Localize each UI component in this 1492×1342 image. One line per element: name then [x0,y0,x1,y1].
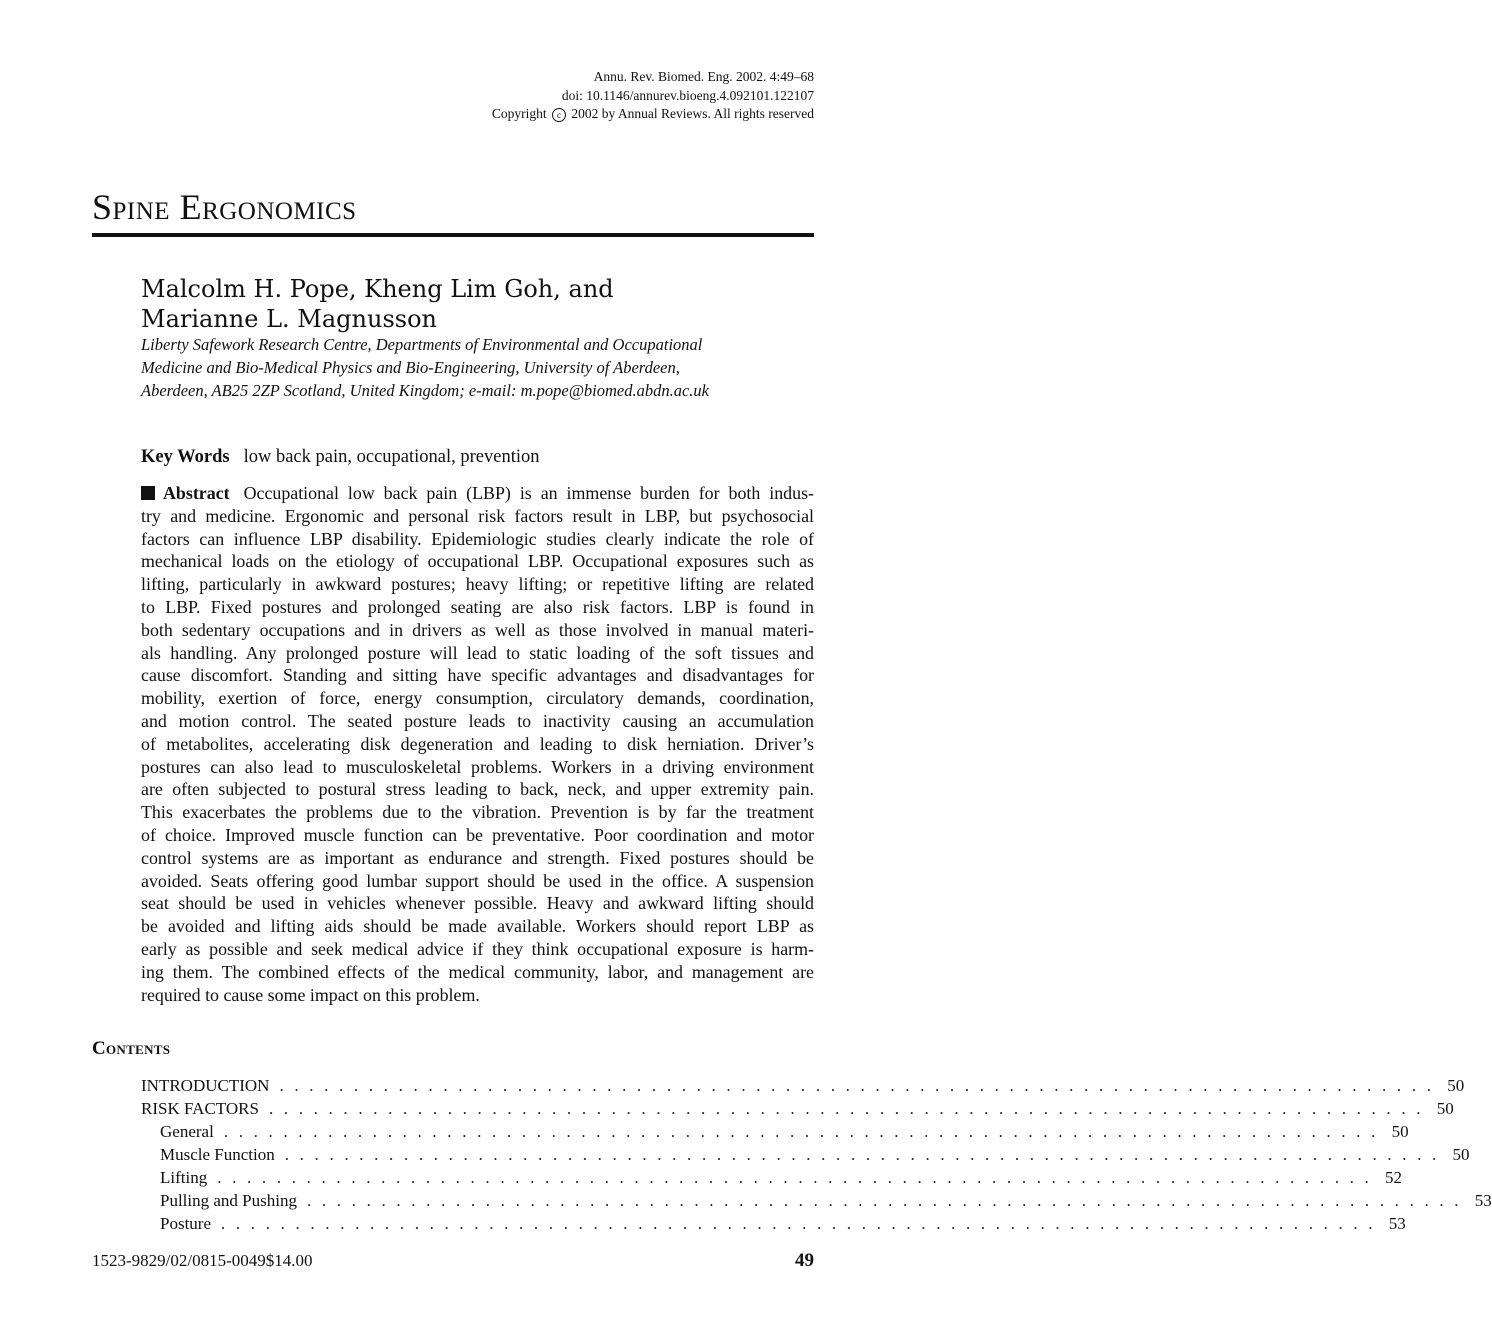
affiliation [141,333,821,402]
toc-leader-dots: . . . . . . . . . . . . . . . . . . . . . . . . . . . . . . . . . . . . . . . . . . . . . . . . . . . . . . . . . . . . . . . . . . . . . . . . . . . . . . [279,1076,1435,1095]
toc-item-page: 52 [1384,1168,1402,1187]
abstract-line: seat should be used in vehicles whenever possible. Heavy and awkward lifting should [141,893,814,914]
footer-code: 1523-9829/02/0815-0049$14.00 [92,1251,313,1270]
toc-leader-dots: . . . . . . . . . . . . . . . . . . . . . . . . . . . . . . . . . . . . . . . . . . . . . . . . . . . . . . . . . . . . . . . . . . . . . . . . . . . . . . [217,1168,1372,1187]
authors-line-2: Marianne L. Magnusson [141,305,437,333]
toc-item-page: 53 [1388,1214,1406,1233]
toc-item[interactable] [141,1214,1406,1237]
copyright-line [492,105,814,124]
journal-citation: Annu. Rev. Biomed. Eng. 2002. 4:49–68 [593,69,814,84]
toc-item-page: 50 [1447,1076,1465,1095]
toc-item-label: Lifting [160,1168,208,1187]
abstract-line: avoided. Seats offering good lumbar support should be used in the office. A suspension [141,870,814,891]
toc-item[interactable] [141,1076,1465,1099]
abstract-line: and motion control. The seated posture leads to inactivity causing an accumulation [141,710,814,731]
toc-item-page: 53 [1474,1191,1492,1210]
toc-leader-dots: . . . . . . . . . . . . . . . . . . . . . . . . . . . . . . . . . . . . . . . . . . . . . . . . . . . . . . . . . . . . . . . . . . . . . . . . . . . . . . [223,1122,1379,1141]
abstract-line: Abstract Occupational low back pain (LBP) is an immense burden for both indus- [141,482,814,505]
toc-leader-dots: . . . . . . . . . . . . . . . . . . . . . . . . . . . . . . . . . . . . . . . . . . . . . . . . . . . . . . . . . . . . . . . . . . . . . . . . . . . . . . [284,1145,1440,1164]
authors-line-1: Malcolm H. Pope, Kheng Lim Goh, and [141,275,614,303]
abstract-line: be avoided and lifting aids should be made available. Workers should report LBP as [141,916,814,937]
toc-item-label: Posture [160,1214,211,1233]
abstract-line: lifting, particularly in awkward postures; heavy lifting; or repetitive lifting are related [141,574,814,595]
toc-item[interactable] [141,1122,1409,1145]
toc-item-label: INTRODUCTION [141,1076,270,1095]
abstract-label: Abstract [163,483,230,503]
toc-item[interactable] [141,1168,1402,1191]
toc-item-label: General [160,1122,214,1141]
abstract-line: als handling. Any prolonged posture will lead to static loading of the soft tissues and [141,642,814,663]
toc-item[interactable] [141,1145,1470,1168]
keywords-label: Key Words [141,447,230,467]
doi: doi: 10.1146/annurev.bioeng.4.092101.122107 [561,87,814,103]
page-title: Spine Ergonomics [92,187,357,227]
abstract-line: required to cause some impact on this problem. [141,984,480,1005]
toc-item-label: Muscle Function [160,1145,275,1164]
abstract-line: early as possible and seek medical advice if they think occupational exposure is harm- [141,938,814,959]
title-divider [92,233,814,237]
toc-item[interactable] [141,1191,1492,1214]
keywords [141,447,539,468]
authors [141,274,614,334]
abstract-line: This exacerbates the problems due to the vibration. Prevention is by far the treatment [141,802,814,823]
affiliation-line-3: Aberdeen, AB25 2ZP Scotland, United Kingdom; e-mail: m.pope@biomed.abdn.ac.uk [141,381,709,400]
abstract-line: cause discomfort. Standing and sitting have specific advantages and disadvantages for [141,665,814,686]
abstract [141,482,814,1006]
abstract-line: control systems are as important as endurance and strength. Fixed postures should be [141,847,814,868]
copyright-icon: c [552,108,566,122]
toc-leader-dots: . . . . . . . . . . . . . . . . . . . . . . . . . . . . . . . . . . . . . . . . . . . . . . . . . . . . . . . . . . . . . . . . . . . . . . . . . . . . . . [306,1191,1462,1210]
keywords-text: low back pain, occupational, prevention [243,447,540,467]
toc-item-label: RISK FACTORS [141,1099,259,1118]
abstract-line: factors can influence LBP disability. Epidemiologic studies clearly indicate the role of [141,528,814,549]
toc-item-page: 50 [1391,1122,1409,1141]
copyright-suffix: 2002 by Annual Reviews. All rights reserved [571,106,814,121]
affiliation-line-2: Medicine and Bio-Medical Physics and Bio-Engineering, University of Aberdeen, [141,358,680,377]
abstract-line: mechanical loads on the etiology of occupational LBP. Occupational exposures such as [141,551,814,572]
toc-item-label: Pulling and Pushing [160,1191,297,1210]
square-bullet-icon [141,486,155,500]
abstract-line: are often subjected to postural stress leading to back, neck, and upper extremity pain. [141,779,814,800]
abstract-line: mobility, exertion of force, energy consumption, circulatory demands, coordination, [141,688,814,709]
abstract-line: to LBP. Fixed postures and prolonged seating are also risk factors. LBP is found in [141,596,814,617]
toc-item-page: 50 [1452,1145,1470,1164]
journal-header [492,68,814,124]
abstract-line: try and medicine. Ergonomic and personal risk factors result in LBP, but psychosocial [141,505,814,526]
affiliation-line-1: Liberty Safework Research Centre, Departments of Environmental and Occupational [141,335,703,354]
toc-item-page: 50 [1436,1099,1454,1118]
page-number: 49 [795,1250,814,1271]
contents-heading: Contents [92,1038,171,1059]
abstract-line: of metabolites, accelerating disk degeneration and leading to disk herniation. Driver’s [141,733,814,754]
abstract-line: of choice. Improved muscle function can be preventative. Poor coordination and motor [141,824,814,845]
abstract-line: postures can also lead to musculoskeletal problems. Workers in a driving environment [141,756,814,777]
toc-item[interactable] [141,1099,1454,1122]
abstract-line: ing them. The combined effects of the medical community, labor, and management are [141,961,814,982]
table-of-contents [141,1076,1492,1237]
toc-leader-dots: . . . . . . . . . . . . . . . . . . . . . . . . . . . . . . . . . . . . . . . . . . . . . . . . . . . . . . . . . . . . . . . . . . . . . . . . . . . . . . [268,1099,1424,1118]
copyright-prefix: Copyright [491,106,547,121]
abstract-line: both sedentary occupations and in drivers as well as those involved in manual materi- [141,619,814,640]
toc-leader-dots: . . . . . . . . . . . . . . . . . . . . . . . . . . . . . . . . . . . . . . . . . . . . . . . . . . . . . . . . . . . . . . . . . . . . . . . . . . . . . . [221,1214,1376,1233]
